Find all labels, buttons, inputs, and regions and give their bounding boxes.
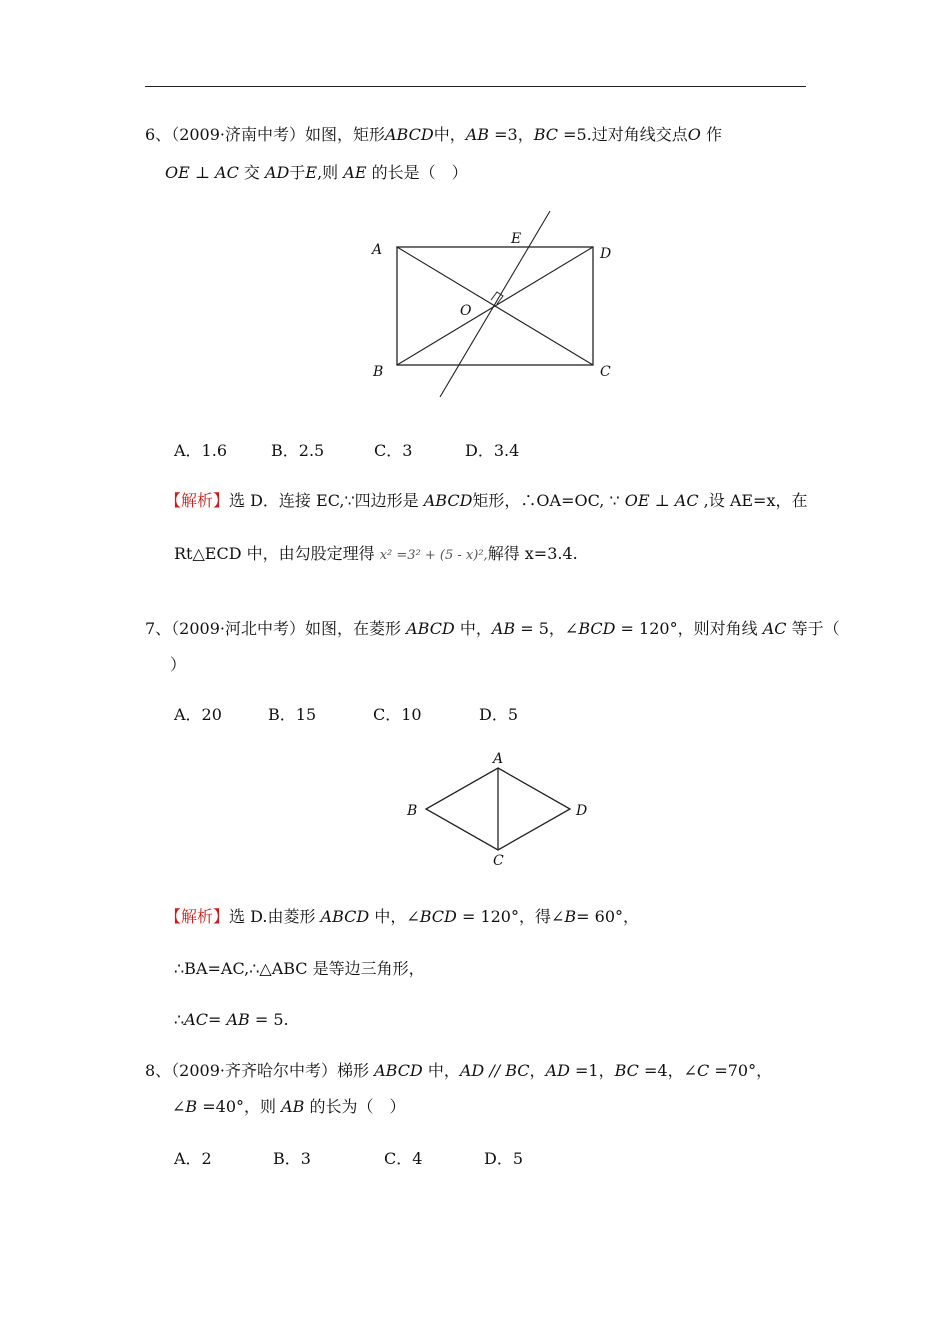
q8-ad: AD bbox=[545, 1061, 570, 1080]
q7-analysis-3a: ∴ bbox=[174, 1010, 185, 1029]
q8-c: C bbox=[696, 1061, 710, 1080]
q6-bc-val: =5. bbox=[558, 125, 592, 144]
label-c: C bbox=[600, 364, 611, 380]
q8-option-a: A．2 bbox=[174, 1149, 212, 1168]
q6-ae: AE bbox=[343, 163, 367, 182]
q6-jiao: 交 bbox=[238, 163, 265, 182]
q8-b-val: =40°，则 bbox=[197, 1097, 282, 1116]
q6-analysis-line2 bbox=[174, 543, 578, 567]
q7-line2: ） bbox=[170, 655, 187, 674]
q8-zhong: 中， bbox=[422, 1061, 460, 1080]
q8-bc: BC bbox=[614, 1061, 639, 1080]
q6-analysis-line1 bbox=[165, 490, 808, 512]
q7-analysis-line2: ∴BA=AC,∴△ABC 是等边三角形， bbox=[174, 959, 425, 978]
q7-ac: AC bbox=[762, 619, 787, 638]
label-b: B bbox=[373, 364, 384, 380]
q8-line2a: ∠ bbox=[172, 1097, 186, 1116]
q6-analysis-1a: 选 D．连接 EC,∵四边形是 bbox=[229, 491, 424, 510]
q7-analysis-1g: = 60°， bbox=[576, 907, 640, 926]
q6-bc: BC bbox=[533, 125, 558, 144]
label-b: B bbox=[407, 803, 418, 819]
q6-option-a: A．1.6 bbox=[174, 441, 228, 460]
q6-analysis-2b: 解得 x=3.4. bbox=[487, 544, 578, 563]
q7-ab: AB bbox=[491, 619, 516, 638]
label-e: E bbox=[511, 231, 522, 247]
q7-option-a: A．20 bbox=[174, 705, 222, 724]
label-a: A bbox=[493, 751, 504, 767]
q7-analysis-3c: = bbox=[207, 1010, 227, 1029]
q7-analysis-3b: AC bbox=[184, 1010, 208, 1029]
q6-line1 bbox=[145, 124, 722, 146]
q6-o: O bbox=[687, 125, 701, 144]
q8-line1 bbox=[145, 1060, 772, 1082]
q7-ab-val: = 5，∠ bbox=[515, 619, 579, 638]
q7-analysis-1b: ABCD bbox=[320, 907, 370, 926]
q6-analysis-1d: ∵ bbox=[604, 491, 625, 510]
q6-zuo: 作 bbox=[700, 125, 722, 144]
q7-analysis-1a: 选 D.由菱形 bbox=[229, 907, 321, 926]
label-c: C bbox=[493, 853, 504, 869]
q6-analysis-tag: 【解析】 bbox=[165, 491, 230, 510]
q6-ab: AB bbox=[465, 125, 490, 144]
label-a: A bbox=[372, 242, 383, 258]
q6-rectangle-figure bbox=[360, 205, 620, 405]
q6-ze: ,则 bbox=[317, 163, 344, 182]
q6-option-b: B．2.5 bbox=[271, 441, 325, 460]
q7-analysis-1d: BCD bbox=[419, 907, 457, 926]
q7-analysis-1e: = 120°，得∠ bbox=[456, 907, 565, 926]
q6-ab-val: =3， bbox=[489, 125, 534, 144]
q8-option-c: C．4 bbox=[384, 1149, 423, 1168]
q8-ad-parallel-bc: AD // BC bbox=[459, 1061, 530, 1080]
q7-mid: 中， bbox=[454, 619, 492, 638]
header-rule bbox=[145, 86, 806, 87]
q6-tail: 的长是（ ） bbox=[366, 163, 468, 182]
label-d: D bbox=[576, 803, 588, 819]
q8-bc-val: =4，∠ bbox=[638, 1061, 697, 1080]
q7-tail: 等于（ bbox=[786, 619, 840, 638]
perpendicular-line-oe bbox=[440, 211, 550, 397]
q8-option-d: D．5 bbox=[484, 1149, 524, 1168]
q7-option-b: B．15 bbox=[268, 705, 317, 724]
q6-e: E bbox=[305, 163, 318, 182]
q7-option-d: D．5 bbox=[479, 705, 519, 724]
q6-text: 中， bbox=[433, 125, 466, 144]
q6-number: 6、 bbox=[145, 125, 172, 144]
q6-analysis-1e: OE ⊥ AC bbox=[624, 491, 699, 510]
q6-pythagorean-formula: x² =3² + (5 - x)², bbox=[379, 548, 488, 563]
q6-text2: 过对角线交点 bbox=[591, 125, 688, 144]
q8-abcd: ABCD bbox=[374, 1061, 423, 1080]
q6-option-c: C．3 bbox=[374, 441, 413, 460]
label-d: D bbox=[600, 246, 612, 262]
q6-source: （2009·济南中考）如图，矩形 bbox=[171, 125, 385, 144]
q7-abcd: ABCD bbox=[406, 619, 455, 638]
q6-yu: 于 bbox=[289, 163, 306, 182]
q8-ab: AB bbox=[281, 1097, 305, 1116]
q6-line2 bbox=[165, 162, 468, 184]
q6-abcd: ABCD bbox=[385, 125, 434, 144]
q7-analysis-3e: = 5. bbox=[249, 1010, 289, 1029]
q6-ad: AD bbox=[265, 163, 290, 182]
q6-oe-perp-ac: OE ⊥ AC bbox=[165, 163, 239, 182]
q8-c-val: =70°， bbox=[709, 1061, 773, 1080]
q6-analysis-1f: ,设 AE=x，在 bbox=[698, 491, 808, 510]
q6-analysis-1c: 矩形，∴OA=OC, bbox=[472, 491, 605, 510]
q7-analysis-tag: 【解析】 bbox=[165, 907, 230, 926]
q7-bcd-val: = 120°，则对角线 bbox=[615, 619, 763, 638]
q7-line1 bbox=[145, 618, 840, 640]
q7-option-c: C．10 bbox=[373, 705, 422, 724]
q8-b: B bbox=[185, 1097, 198, 1116]
q8-line1a: 8、（2009·齐齐哈尔中考）梯形 bbox=[145, 1061, 375, 1080]
q6-analysis-2a: Rt△ECD 中，由勾股定理得 bbox=[174, 544, 380, 563]
q7-analysis-3d: AB bbox=[226, 1010, 250, 1029]
q6-option-d: D．3.4 bbox=[465, 441, 520, 460]
q8-line2 bbox=[172, 1096, 406, 1118]
q7-analysis-1c: 中，∠ bbox=[369, 907, 420, 926]
q7-analysis-1f: B bbox=[564, 907, 577, 926]
q8-tail: 的长为（ ） bbox=[304, 1097, 406, 1116]
q7-line1-text: 7、（2009·河北中考）如图，在菱形 bbox=[145, 619, 407, 638]
q7-analysis-line1 bbox=[165, 906, 639, 928]
q6-analysis-1b: ABCD bbox=[423, 491, 473, 510]
q7-rhombus-figure bbox=[400, 748, 600, 873]
q8-option-b: B．3 bbox=[273, 1149, 311, 1168]
q8-ad-val: =1， bbox=[569, 1061, 615, 1080]
q7-analysis-line3 bbox=[174, 1009, 289, 1031]
q7-bcd: BCD bbox=[578, 619, 616, 638]
q8-sep1: ， bbox=[529, 1061, 546, 1080]
label-o: O bbox=[460, 303, 472, 319]
